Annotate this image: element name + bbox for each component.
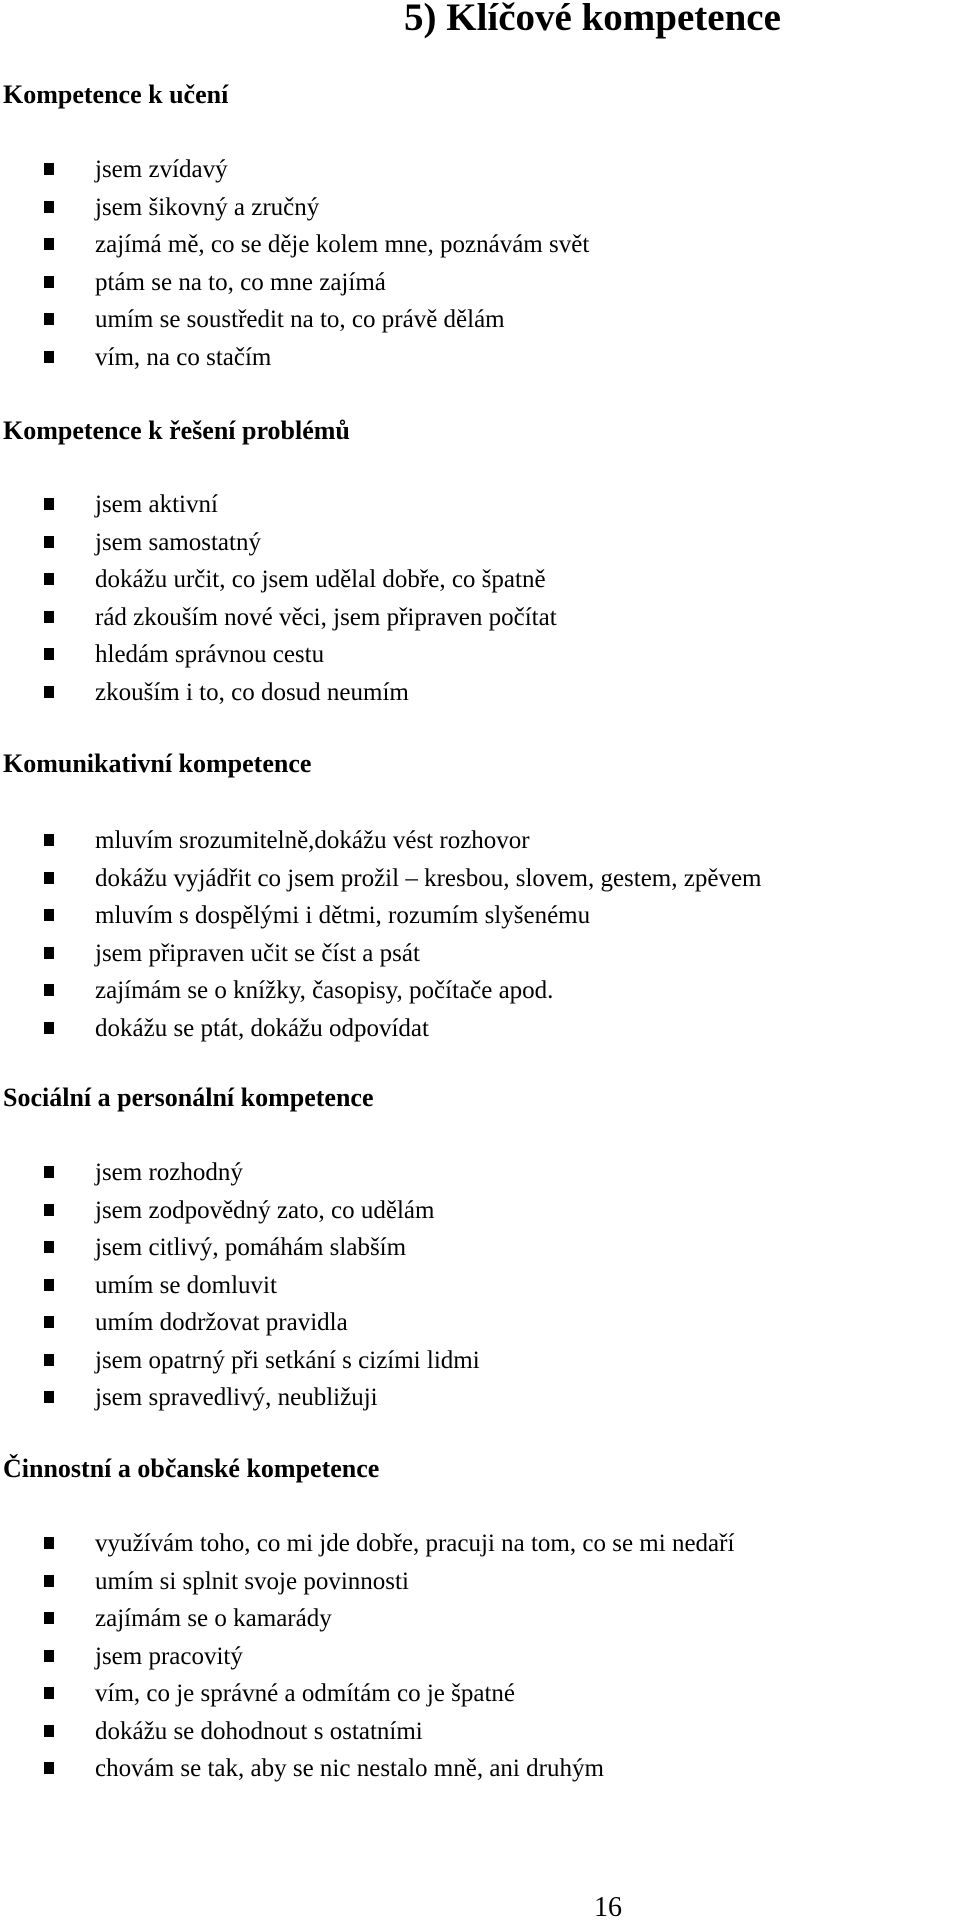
- square-bullet-icon: [44, 1537, 54, 1549]
- square-bullet-icon: [44, 872, 54, 884]
- section-heading-activity-civic: Činnostní a občanské kompetence: [3, 1454, 380, 1483]
- square-bullet-icon: [44, 1687, 54, 1699]
- page-number: 16: [594, 1892, 622, 1923]
- document-page: 5) Klíčové kompetence Kompetence k učení jsem zvídavý jsem šikovný a zručný zajímá mě, co se děje kolem mne, poznávám svět ptám se na to, co mne zajímá umím se soustředit na to, co právě dělám vím, na co stačím Kompetence k řešení problémů jsem aktivní jsem samostatný dokážu určit, co jsem udělal dobře, co špatně rád zkouším nové věci, jsem připraven počítat hledám správnou cestu zkouším i to, co dosud neumím Komunikativní kompetence mluvím srozumitelně,dokážu vést rozhovor dokážu vyjádřit co jsem prožil – kresbou, slovem, gestem, zpěvem mluvím s dospělými i dětmi, rozumím slyšenému jsem připraven učit se číst a psát zajímám se o knížky, časopisy, počítače apod. dokážu se ptát, dokážu odpovídat Sociální a personální kompetence jsem rozhodný jsem zodpovědný zato, co udělám jsem citlivý, pomáhám slabším umím se domluvit umím dodržovat pravidla jsem opatrný při setkání s cizími lidmi jsem spravedlivý, neubližuji Činnostní a občanské kompetence využívám toho, co mi jde dobře, pracuji na tom, co se mi nedaří umím si splnit svoje povinnosti zajímám se o kamarády jsem pracovitý vím, co je správné a odmítám co je špatné dokážu se dohodnout s ostatními chovám se tak, aby se nic nestalo mně, ani druhým 16: [3, 0, 781, 1923]
- square-bullet-icon: [44, 313, 54, 325]
- square-bullet-icon: [44, 648, 54, 660]
- square-bullet-icon: [44, 163, 54, 175]
- square-bullet-icon: [44, 1762, 54, 1774]
- square-bullet-icon: [44, 1612, 54, 1624]
- square-bullet-icon: [44, 611, 54, 623]
- square-bullet-icon: [44, 947, 54, 959]
- section-heading-learning: Kompetence k učení: [3, 80, 229, 109]
- square-bullet-icon: [44, 201, 54, 213]
- square-bullet-icon: [44, 573, 54, 585]
- square-bullet-icon: [44, 984, 54, 996]
- square-bullet-icon: [44, 686, 54, 698]
- page-title: 5) Klíčové kompetence: [404, 0, 781, 39]
- square-bullet-icon: [44, 498, 54, 510]
- square-bullet-icon: [44, 1391, 54, 1403]
- square-bullet-icon: [44, 351, 54, 363]
- square-bullet-icon: [44, 1316, 54, 1328]
- square-bullet-icon: [44, 1575, 54, 1587]
- section-heading-social-personal: Sociální a personální kompetence: [3, 1083, 374, 1112]
- section-heading-communication: Komunikativní kompetence: [3, 749, 312, 778]
- square-bullet-icon: [44, 276, 54, 288]
- square-bullet-icon: [44, 238, 54, 250]
- square-bullet-icon: [44, 1204, 54, 1216]
- square-bullet-icon: [44, 1279, 54, 1291]
- square-bullet-icon: [44, 909, 54, 921]
- section-heading-problem-solving: Kompetence k řešení problémů: [3, 416, 350, 445]
- square-bullet-icon: [44, 834, 54, 846]
- square-bullet-icon: [44, 1650, 54, 1662]
- square-bullet-icon: [44, 1725, 54, 1737]
- square-bullet-icon: [44, 1241, 54, 1253]
- square-bullet-icon: [44, 1022, 54, 1034]
- square-bullet-icon: [44, 1166, 54, 1178]
- square-bullet-icon: [44, 536, 54, 548]
- square-bullet-icon: [44, 1354, 54, 1366]
